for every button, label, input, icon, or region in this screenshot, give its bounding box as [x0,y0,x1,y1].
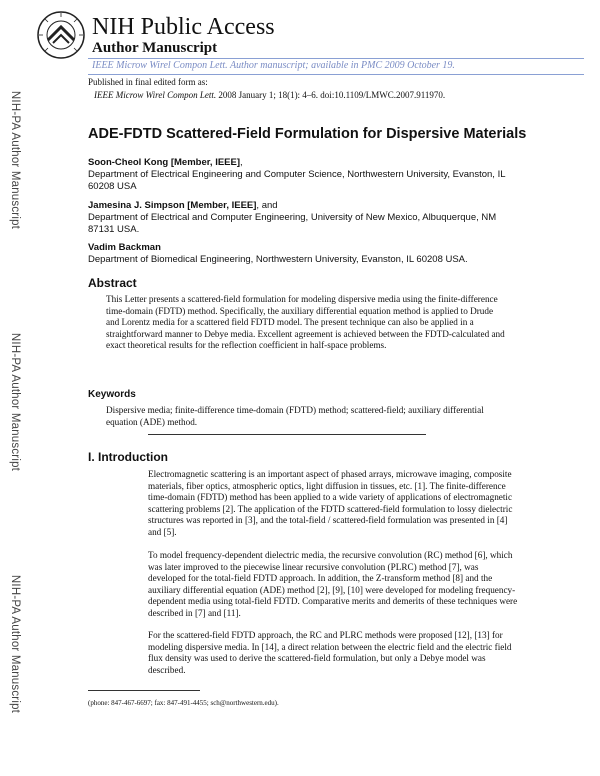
author-manuscript-label: Author Manuscript [92,40,218,56]
nih-public-access-title: NIH Public Access [92,14,275,40]
keywords-heading: Keywords [88,389,136,400]
author-name: Soon-Cheol Kong [Member, IEEE] [88,157,241,168]
nih-logo [36,10,86,60]
citation [94,90,445,100]
availability-line: IEEE Microw Wirel Compon Lett. Author manuscript; available in PMC 2009 October 19. [92,60,455,71]
nih-seal-icon [36,10,86,60]
author-block [88,242,518,266]
author-affiliation: Department of Electrical Engineering and Computer Science, Northwestern University, Evanston, IL 60208 USA [88,169,506,192]
abstract-heading: Abstract [88,276,137,290]
header-rule [88,74,584,75]
header-rule [88,58,584,59]
intro-paragraph: To model frequency-dependent dielectric media, the recursive convolution (RC) method [6], which was later improved to the piecewise linear recursive convolution (PLRC) method [7], was developed for the total-field FDTD approach. In addition, the Z-transform method [8] and the auxiliary differential equation (ADE) method [2], [9], [10] were developed for modeling frequency-dependent media using total-field FDTD. Comparative merits and demerits of these techniques were described in [7] and [11]. [148,550,518,618]
keywords-text: Dispersive media; finite-difference time-domain (FDTD) method; scattered-field; auxiliary differential equation (ADE) method. [106,405,484,427]
intro-paragraph: For the scattered-field FDTD approach, the RC and PLRC methods were proposed [12], [13] for modeling dispersive media. In [14], a direct relation between the electric field and the electric field flux density was used to derive the scattered-field formulation, but only a Debye model was described. [148,630,512,675]
author-affiliation: Department of Electrical and Computer Engineering, University of New Mexico, Albuquerque, NM 87131 USA. [88,212,497,235]
author-name: Vadim Backman [88,242,161,253]
paper-title: ADE-FDTD Scattered-Field Formulation for Dispersive Materials [88,126,527,142]
section-divider [148,434,426,435]
footnote: (phone: 847-467-6697; fax: 847-491-4455; sch@northwestern.edu). [88,699,279,707]
intro-paragraph: Electromagnetic scattering is an important aspect of phased arrays, microwave imaging, composite materials, fiber optics, atmospheric optics, light diffusion in tissues, etc. [1]. The finite-difference time-domain (FDTD) method has been applied to a wide variety of applications of electromagnetic scattering problems [2]. The application of the FDTD scattered-field formulation to lossy dielectric structures was reported in [3], and the total-field / scattered-field formulation was presented in [4] and [5]. [148,469,513,537]
citation-details: 2008 January 1; 18(1): 4–6. doi:10.1109/LMWC.2007.911970. [216,90,446,100]
author-block: Soon-Cheol Kong [Member, IEEE], Department of Electrical Engineering and Computer Science, Northwestern University, Evanston, IL 60208 USA [88,157,506,192]
author-affiliation: Department of Biomedical Engineering, Northwestern University, Evanston, IL 60208 USA. [88,254,468,265]
author-block: Jamesina J. Simpson [Member, IEEE], and Department of Electrical and Computer Engineering, University of New Mexico, Albuquerque, NM 87131 USA. [88,200,497,235]
author-name: Jamesina J. Simpson [Member, IEEE] [88,200,257,211]
abstract-text: This Letter presents a scattered-field formulation for modeling dispersive media using the finite-difference time-domain (FDTD) method. Specifically, the auxiliary differential equation method is applied to Drude and Lorentz media for a scattered field FDTD model. The present technique can also be applied in a straightforward manner to Debye media. Excellent agreement is achieved between the FDTD-calculated and exact theoretical results for the reflection coefficient in half-space problems. [106,294,505,351]
sidebar-stamps: NIH-PA Author Manuscript NIH-PA Author Manuscript NIH-PA Author Manuscript [9,90,21,714]
citation-journal: IEEE Microw Wirel Compon Lett. [94,90,217,100]
introduction-heading: I. Introduction [88,450,168,464]
footnote-rule [88,690,200,691]
published-label: Published in final edited form as: [88,77,208,87]
